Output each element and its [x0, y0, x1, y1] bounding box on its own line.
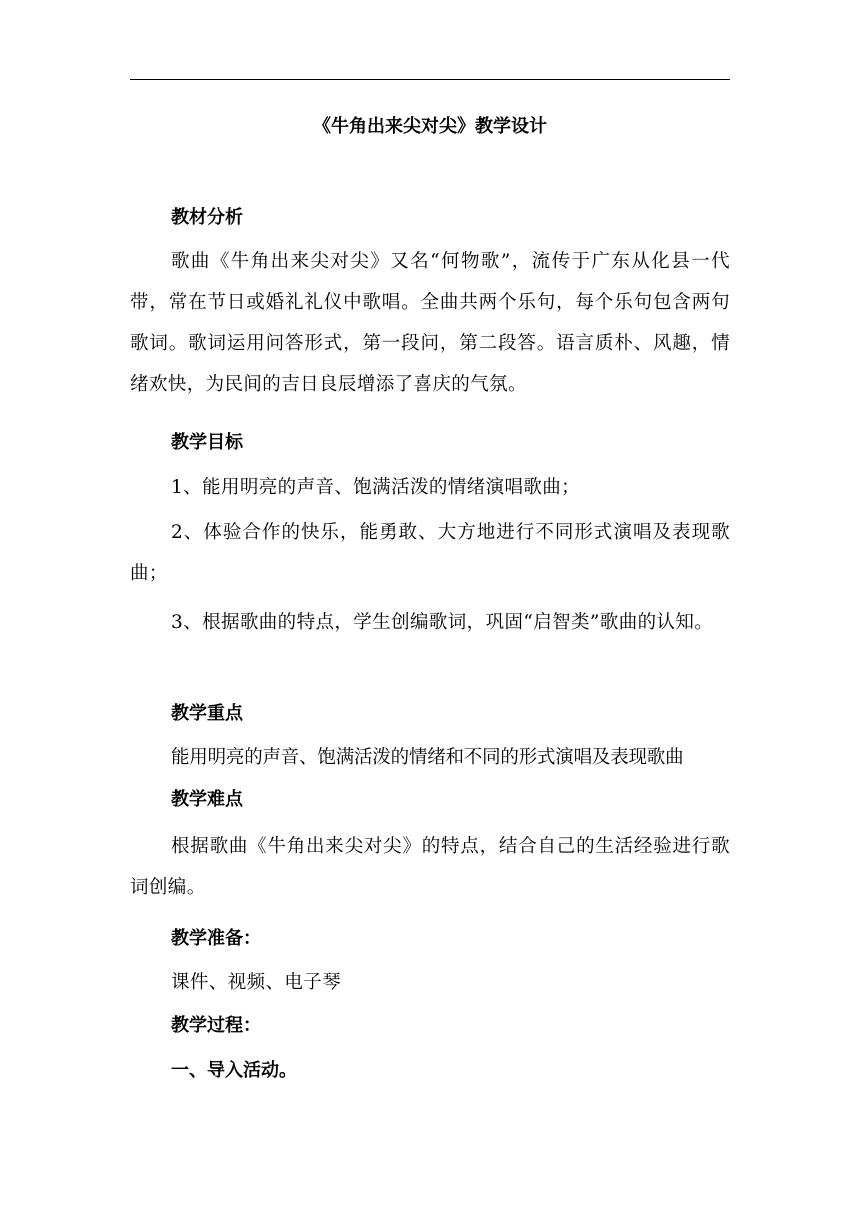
process-step-1: 一、导入活动。 [171, 1060, 297, 1081]
heading-preparation: 教学准备： [171, 928, 261, 949]
paragraph-key-points: 能用明亮的声音、饱满活泼的情绪和不同的形式演唱及表现歌曲 [171, 747, 684, 768]
heading-analysis: 教材分析 [171, 207, 243, 228]
goal-item-2: 2、体验合作的快乐，能勇敢、大方地进行不同形式演唱及表现歌曲； [130, 522, 730, 584]
paragraph-preparation: 课件、视频、电子琴 [171, 972, 342, 993]
heading-key-points: 教学重点 [171, 703, 243, 724]
document-title: 《牛角出来尖对尖》教学设计 [313, 116, 547, 137]
heading-difficulties: 教学难点 [171, 789, 243, 810]
goal-item-3: 3、根据歌曲的特点，学生创编歌词，巩固“启智类”歌曲的认知。 [171, 612, 714, 633]
heading-process: 教学过程： [171, 1015, 261, 1036]
header-rule [130, 79, 730, 80]
paragraph-difficulties: 根据歌曲《牛角出来尖对尖》的特点，结合自己的生活经验进行歌词创编。 [130, 836, 730, 898]
goal-item-1: 1、能用明亮的声音、饱满活泼的情绪演唱歌曲； [171, 477, 581, 498]
heading-goals: 教学目标 [171, 432, 243, 453]
paragraph-analysis: 歌曲《牛角出来尖对尖》又名“何物歌”，流传于广东从化县一代带，常在节日或婚礼礼仪中歌唱。全曲共两个乐句，每个乐句包含两句歌词。歌词运用问答形式，第一段问，第二段答。语言质朴、风趣，情绪欢快，为民间的吉日良辰增添了喜庆的气氛。 [130, 251, 730, 395]
